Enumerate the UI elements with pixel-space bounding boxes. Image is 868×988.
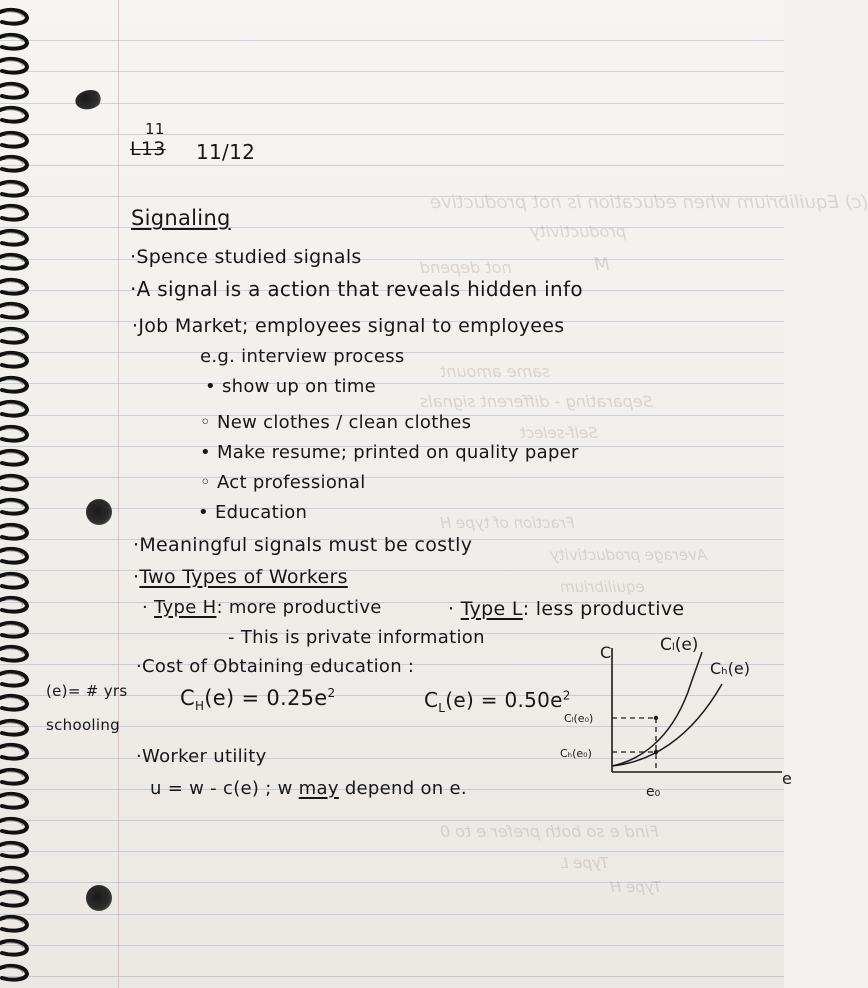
note-line: ·Meaningful signals must be costly — [133, 534, 473, 556]
spiral-coil — [0, 964, 30, 982]
note-text: Meaningful signals must be costly — [139, 534, 473, 556]
margin-note-line1: (e)= # yrs — [46, 682, 128, 700]
spiral-coil — [0, 498, 30, 516]
graph-tick-x-label: e₀ — [646, 784, 661, 800]
spiral-coil — [0, 694, 30, 712]
lecture-number: L13 — [130, 138, 166, 160]
cost-curve-l — [612, 652, 702, 766]
spiral-coil — [0, 841, 30, 859]
spiral-coil — [0, 180, 30, 198]
cost-curve-graph — [560, 635, 792, 806]
spiral-coil — [0, 939, 30, 957]
type-l-label: Type L — [460, 598, 523, 620]
spiral-coil — [0, 33, 30, 51]
spiral-coil — [0, 57, 30, 75]
cost-symbol: C — [424, 688, 439, 712]
type-h-text: : more productive — [216, 597, 382, 618]
spiral-coil — [0, 621, 30, 639]
spiral-coil — [0, 547, 30, 565]
utility-heading: ·Worker utility — [136, 746, 267, 767]
spiral-coil — [0, 302, 30, 320]
spiral-coil — [0, 376, 30, 394]
note-text: New clothes / clean clothes — [216, 412, 472, 433]
bleed-through-text: not depend — [420, 258, 512, 277]
page-title: Signaling — [131, 206, 231, 230]
spiral-coil — [0, 670, 30, 688]
spiral-coil — [0, 253, 30, 271]
spiral-coil — [0, 523, 30, 541]
note-text: Spence studied signals — [136, 246, 362, 268]
spiral-coil — [0, 204, 30, 222]
bleed-through-text: Find e so both prefer e to 0 — [440, 822, 659, 841]
cost-subscript: H — [194, 699, 205, 714]
bleed-through-text: Separating - different signals — [420, 392, 653, 411]
graph-tick-h-label: Cₕ(e₀) — [560, 747, 592, 760]
margin-note-line2: schooling — [46, 716, 120, 734]
cost-heading: ·Cost of Obtaining education : — [136, 656, 415, 677]
spiral-coil — [0, 82, 30, 100]
note-text: Job Market; employees signal to employees — [138, 315, 565, 337]
private-info-line: - This is private information — [228, 627, 485, 648]
note-text: A signal is a action that reveals hidden info — [136, 277, 583, 301]
cost-expr: (e) = 0.25e — [204, 686, 328, 710]
spiral-coil — [0, 792, 30, 810]
punched-hole — [86, 885, 112, 911]
note-text: Two Types of Workers — [139, 566, 348, 588]
margin-line — [118, 0, 119, 988]
note-text: Make resume; printed on quality paper — [216, 442, 579, 463]
point-ch — [654, 750, 658, 754]
utility-eq-post: depend on e. — [338, 778, 467, 799]
spiral-coil — [0, 327, 30, 345]
cost-expr: (e) = 0.50e — [445, 688, 563, 712]
graph-y-axis-label: C — [600, 643, 612, 662]
note-line: e.g. interview process — [200, 346, 405, 367]
note-line: • Education — [198, 502, 308, 523]
note-text: Act professional — [216, 472, 366, 493]
spiral-coil — [0, 425, 30, 443]
bleed-through-text: Fraction of type H — [440, 514, 575, 532]
spiral-coil — [0, 719, 30, 737]
utility-eq-may: may — [298, 778, 339, 799]
spiral-coil — [0, 131, 30, 149]
bleed-through-text: equilibrium — [560, 578, 645, 596]
note-line: • Make resume; printed on quality paper — [200, 442, 579, 463]
cost-symbol: C — [180, 686, 195, 710]
cost-heading-text: Cost of Obtaining education : — [142, 656, 415, 677]
spiral-coil — [0, 817, 30, 835]
cost-l-equation — [424, 688, 571, 715]
point-cl — [654, 716, 658, 720]
spiral-coil — [0, 8, 30, 26]
graph-curve-h-label: Cₕ(e) — [710, 659, 750, 678]
spiral-coil — [0, 743, 30, 761]
utility-heading-text: Worker utility — [142, 746, 267, 767]
spiral-coil — [0, 229, 30, 247]
bleed-through-text: (c) Equilibrium when education is not productive — [430, 192, 868, 213]
graph-curve-l-label: Cₗ(e) — [660, 635, 699, 655]
type-l-text: : less productive — [522, 598, 685, 620]
type-l-line: · Type L: less productive — [448, 598, 685, 620]
note-text: Education — [214, 502, 308, 523]
graph-x-axis-label: e — [782, 769, 792, 788]
note-line: ·Spence studied signals — [130, 246, 362, 268]
spiral-coil — [0, 155, 30, 173]
type-h-line: · Type H: more productive — [142, 597, 382, 618]
spiral-coil — [0, 449, 30, 467]
note-line: ·Job Market; employees signal to employees — [132, 315, 565, 337]
spiral-coil — [0, 400, 30, 418]
spiral-coil — [0, 768, 30, 786]
note-line: ·Two Types of Workers — [133, 566, 348, 588]
spiral-coil — [0, 890, 30, 908]
note-line: • show up on time — [205, 376, 377, 397]
note-text: show up on time — [221, 376, 377, 397]
lecture-date: 11/12 — [196, 140, 256, 164]
spiral-coil — [0, 351, 30, 369]
bleed-through-text: Type L — [560, 854, 609, 872]
note-line: ◦ Act professional — [200, 472, 366, 493]
bleed-through-text: Average productivity — [550, 546, 708, 564]
spiral-coil — [0, 278, 30, 296]
spiral-coil — [0, 106, 30, 124]
spiral-coil — [0, 645, 30, 663]
spiral-coil — [0, 596, 30, 614]
spiral-coil — [0, 866, 30, 884]
type-h-label: Type H — [154, 597, 217, 618]
punched-hole — [70, 84, 105, 114]
cost-exponent: 2 — [327, 686, 336, 700]
lecture-correction: 11 — [145, 120, 165, 138]
graph-tick-l-label: Cₗ(e₀) — [564, 712, 594, 725]
note-line: ·A signal is a action that reveals hidden info — [130, 277, 583, 301]
note-line: ◦ New clothes / clean clothes — [200, 412, 472, 433]
cost-curve-h — [612, 684, 722, 766]
bleed-through-text: Self-select — [520, 424, 598, 442]
cost-subscript: L — [438, 701, 446, 715]
bleed-through-text: Type H — [610, 878, 662, 896]
spiral-coil — [0, 915, 30, 933]
bleed-through-text: same amount — [440, 362, 551, 381]
cost-h-equation — [180, 686, 335, 713]
utility-equation — [150, 778, 467, 799]
cost-exponent: 2 — [562, 688, 571, 703]
bleed-through-text: M — [594, 254, 610, 275]
spiral-coil — [0, 572, 30, 590]
spiral-coil — [0, 474, 30, 492]
utility-eq-pre: u = w - c(e) ; w — [150, 778, 299, 799]
bleed-through-text: productivity — [530, 222, 626, 241]
punched-hole — [86, 499, 112, 525]
